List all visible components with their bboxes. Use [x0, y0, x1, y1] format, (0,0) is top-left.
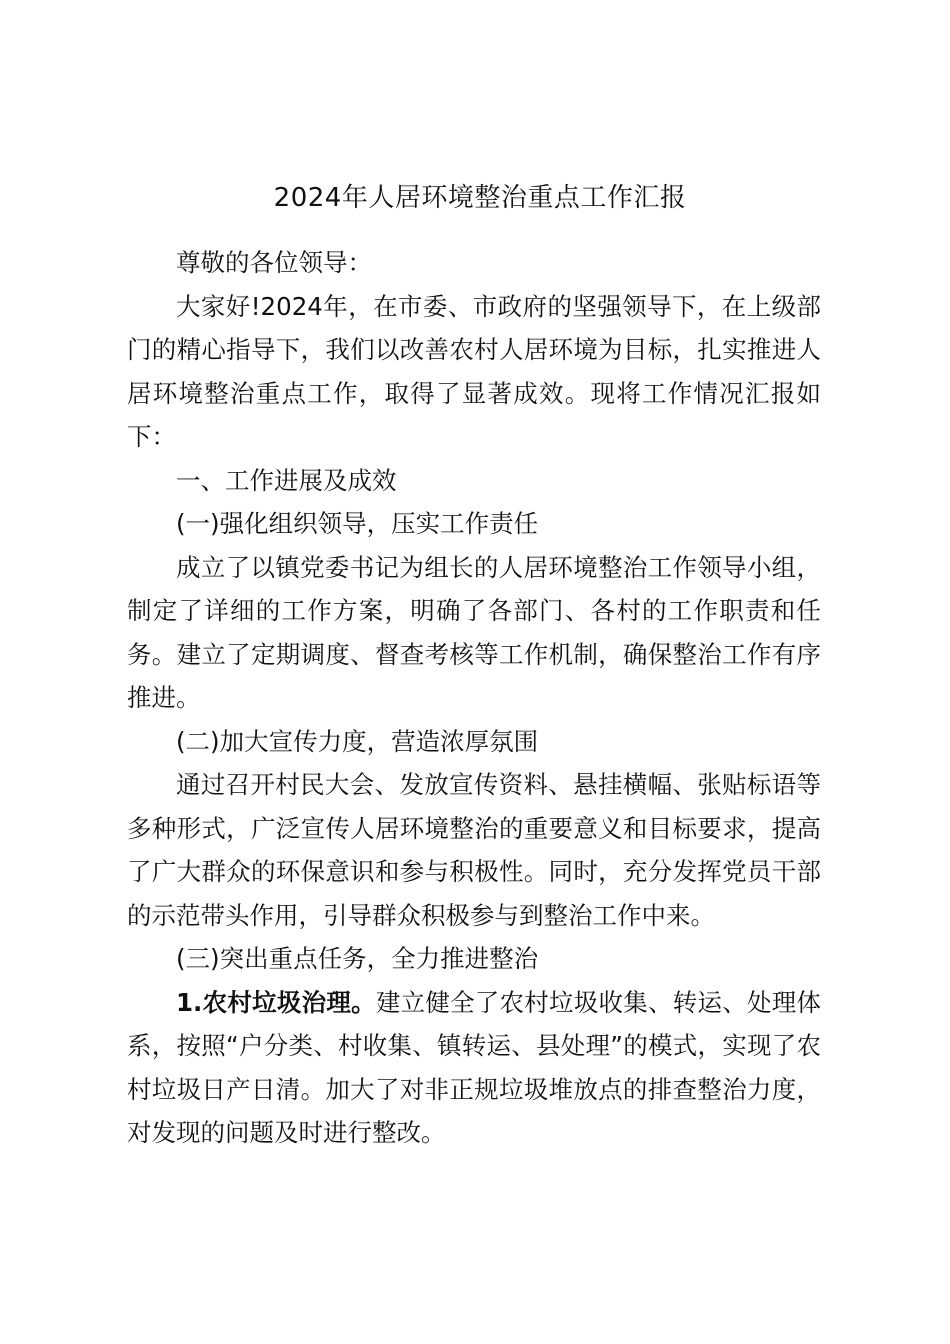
- intro-paragraph: 大家好!2024年，在市委、市政府的坚强领导下，在上级部门的精心指导下，我们以改善农村人居环境为目标，扎实推进人居环境整治重点工作，取得了显著成效。现将工作情况汇报如下：: [127, 291, 821, 451]
- document-body: [127, 241, 821, 1155]
- document-title: 2024年人居环境整治重点工作汇报: [273, 183, 687, 213]
- section-heading-1: 一、工作进展及成效: [176, 465, 397, 495]
- subsection-heading-2: (二)加大宣传力度，营造浓厚氛围: [176, 726, 539, 756]
- greeting: 尊敬的各位领导：: [176, 248, 372, 277]
- item-paragraph-1: [127, 981, 821, 1155]
- subsection-heading-1: (一)强化组织领导，压实工作责任: [176, 509, 539, 538]
- subsection-paragraph-2: 通过召开村民大会、发放宣传资料、悬挂横幅、张贴标语等多种形式，广泛宣传人居环境整治的重要意义和目标要求，提高了广大群众的环保意识和参与积极性。同时，充分发挥党员干部的示范带头作用，引导群众积极参与到整治工作中来。: [127, 770, 821, 930]
- item-label-1: 1.农村垃圾治理。: [176, 987, 376, 1017]
- item-text-1: 建立健全了农村垃圾收集、转运、处理体系，按照“户分类、村收集、镇转运、县处理”的模式，实现了农村垃圾日产日清。加大了对非正规垃圾堆放点的排查整治力度，对发现的问题及时进行整改。: [127, 987, 822, 1147]
- subsection-heading-3: (三)突出重点任务，全力推进整治: [176, 944, 539, 973]
- subsection-paragraph-1: 成立了以镇党委书记为组长的人居环境整治工作领导小组，制定了详细的工作方案，明确了各部门、各村的工作职责和任务。建立了定期调度、督查考核等工作机制，确保整治工作有序推进。: [127, 552, 821, 712]
